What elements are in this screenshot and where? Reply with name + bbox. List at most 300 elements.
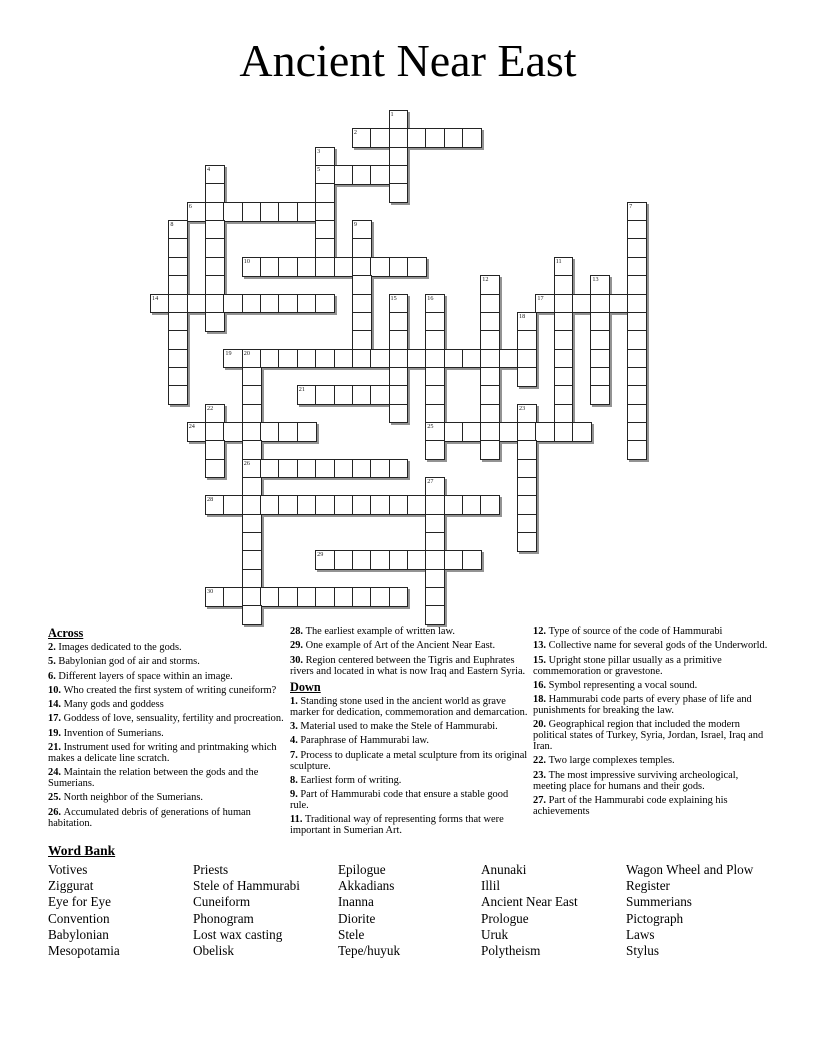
cell-number: 29 — [317, 551, 324, 559]
crossword-cell[interactable] — [535, 294, 555, 314]
clue-number: 5. — [48, 656, 59, 668]
clue-item: 6. Different layers of space within an image. — [48, 670, 233, 682]
crossword-cell[interactable] — [168, 257, 188, 277]
clue-item: 28. The earliest example of written law. — [290, 626, 455, 637]
word-bank-item: Stylus — [626, 942, 659, 958]
crossword-cell[interactable] — [389, 349, 409, 369]
clue-number: 18. — [533, 694, 549, 706]
clue-number: 24. — [48, 767, 64, 779]
crossword-cell[interactable] — [315, 220, 335, 240]
crossword-cell[interactable] — [554, 275, 574, 295]
crossword-cell[interactable] — [297, 459, 317, 479]
crossword-cell[interactable] — [352, 165, 372, 185]
crossword-cell[interactable] — [352, 587, 372, 607]
word-bank-item: Inanna — [338, 894, 374, 910]
crossword-cell[interactable] — [554, 367, 574, 387]
crossword-cell[interactable] — [297, 422, 317, 442]
crossword-cell[interactable] — [315, 459, 335, 479]
crossword-cell[interactable] — [352, 495, 372, 515]
word-bank-item: Prologue — [481, 910, 529, 926]
crossword-cell[interactable] — [389, 128, 409, 148]
word-bank-item: Diorite — [338, 910, 376, 926]
crossword-cell[interactable] — [480, 275, 500, 295]
crossword-cell[interactable] — [517, 440, 537, 460]
crossword-cell[interactable] — [389, 294, 409, 314]
crossword-cell[interactable] — [242, 477, 262, 497]
clue-item: 23. The most impressive surviving archeological, meeting place for humans and their gods. — [533, 769, 739, 792]
crossword-cell[interactable] — [627, 422, 647, 442]
crossword-cell[interactable] — [205, 404, 225, 424]
crossword-cell[interactable] — [480, 349, 500, 369]
crossword-cell[interactable] — [425, 367, 445, 387]
crossword-cell[interactable] — [242, 404, 262, 424]
crossword-cell[interactable] — [205, 257, 225, 277]
crossword-cell[interactable] — [407, 349, 427, 369]
cell-number: 2 — [353, 129, 357, 137]
cell-number: 23 — [519, 404, 526, 412]
crossword-cell[interactable] — [370, 385, 390, 405]
crossword-cell[interactable] — [223, 422, 243, 442]
crossword-cell[interactable] — [297, 349, 317, 369]
crossword-cell[interactable] — [480, 495, 500, 515]
crossword-cell[interactable] — [242, 440, 262, 460]
crossword-cell[interactable] — [627, 440, 647, 460]
crossword-cell[interactable] — [334, 165, 354, 185]
crossword-cell[interactable] — [389, 404, 409, 424]
crossword-cell[interactable] — [205, 459, 225, 479]
crossword-cell[interactable] — [590, 367, 610, 387]
cell-number: 20 — [243, 349, 250, 357]
crossword-cell[interactable] — [168, 367, 188, 387]
crossword-cell[interactable] — [205, 220, 225, 240]
crossword-cell[interactable] — [205, 422, 225, 442]
crossword-cell[interactable] — [168, 275, 188, 295]
crossword-cell[interactable] — [168, 294, 188, 314]
crossword-cell[interactable] — [205, 587, 225, 607]
crossword-cell[interactable] — [260, 422, 280, 442]
crossword-cell[interactable] — [462, 422, 482, 442]
crossword-cell[interactable] — [517, 532, 537, 552]
crossword-cell[interactable] — [517, 367, 537, 387]
crossword-cell[interactable] — [407, 257, 427, 277]
clue-number: 23. — [533, 769, 549, 781]
crossword-cell[interactable] — [205, 202, 225, 222]
clues-column-3 — [533, 627, 771, 821]
crossword-cell[interactable] — [352, 128, 372, 148]
crossword-cell[interactable] — [315, 587, 335, 607]
crossword-cell[interactable] — [297, 202, 317, 222]
clue-item: 19. Invention of Sumerians. — [48, 727, 164, 739]
crossword-cell[interactable] — [315, 183, 335, 203]
crossword-cell[interactable] — [389, 257, 409, 277]
crossword-cell[interactable] — [627, 275, 647, 295]
crossword-cell[interactable] — [242, 385, 262, 405]
crossword-cell[interactable] — [480, 294, 500, 314]
crossword-cell[interactable] — [389, 312, 409, 332]
crossword-cell[interactable] — [168, 312, 188, 332]
crossword-cell[interactable] — [352, 385, 372, 405]
crossword-cell[interactable] — [462, 550, 482, 570]
crossword-cell[interactable] — [352, 349, 372, 369]
crossword-cell[interactable] — [517, 459, 537, 479]
crossword-cell[interactable] — [590, 294, 610, 314]
crossword-cell[interactable] — [407, 128, 427, 148]
crossword-cell[interactable] — [205, 294, 225, 314]
clue-item: 29. One example of Art of the Ancient Near East. — [290, 640, 496, 652]
clue-number: 27. — [533, 794, 549, 806]
crossword-cell[interactable] — [297, 495, 317, 515]
crossword-cell[interactable] — [554, 294, 574, 314]
crossword-cell[interactable] — [223, 587, 243, 607]
crossword-cell[interactable] — [278, 202, 298, 222]
crossword-cell[interactable] — [462, 495, 482, 515]
clues-column-2 — [290, 627, 528, 841]
crossword-cell[interactable] — [242, 550, 262, 570]
cell-number: 30 — [207, 588, 214, 596]
crossword-cell[interactable] — [425, 294, 445, 314]
crossword-cell[interactable] — [370, 349, 390, 369]
crossword-cell[interactable] — [352, 312, 372, 332]
crossword-cell[interactable] — [223, 202, 243, 222]
crossword-cell[interactable] — [260, 587, 280, 607]
crossword-cell[interactable] — [554, 312, 574, 332]
crossword-cell[interactable] — [517, 422, 537, 442]
clue-item: 11. Traditional way of representing forms that were important in Sumerian Art. — [290, 814, 504, 837]
crossword-cell[interactable] — [389, 550, 409, 570]
crossword-cell[interactable] — [205, 312, 225, 332]
clue-item: 24. Maintain the relation between the gods and the Sumerians. — [48, 767, 259, 790]
crossword-cell[interactable] — [205, 238, 225, 258]
crossword-cell[interactable] — [517, 312, 537, 332]
clue-number: 20. — [533, 719, 549, 731]
crossword-cell[interactable] — [297, 385, 317, 405]
word-bank-item: Anunaki — [481, 862, 527, 877]
crossword-cell[interactable] — [627, 349, 647, 369]
crossword-cell[interactable] — [554, 349, 574, 369]
crossword-cell[interactable] — [389, 367, 409, 387]
crossword-cell[interactable] — [315, 294, 335, 314]
word-bank-item: Stele — [338, 926, 365, 942]
crossword-cell[interactable] — [480, 385, 500, 405]
crossword-cell[interactable] — [242, 459, 262, 479]
clue-number: 12. — [533, 626, 549, 637]
crossword-cell[interactable] — [242, 202, 262, 222]
crossword-cell[interactable] — [315, 349, 335, 369]
crossword-cell[interactable] — [242, 422, 262, 442]
crossword-cell[interactable] — [444, 349, 464, 369]
crossword-cell[interactable] — [499, 349, 519, 369]
crossword-cell[interactable] — [425, 514, 445, 534]
crossword-cell[interactable] — [425, 404, 445, 424]
crossword-cell[interactable] — [425, 385, 445, 405]
crossword-cell[interactable] — [187, 202, 207, 222]
crossword-cell[interactable] — [278, 459, 298, 479]
crossword-cell[interactable] — [425, 569, 445, 589]
clue-item: 13. Collective name for several gods of the Underworld. — [533, 640, 768, 652]
cell-number: 18 — [519, 312, 526, 320]
cell-number: 14 — [152, 294, 159, 302]
crossword-cell[interactable] — [260, 294, 280, 314]
crossword-cell[interactable] — [205, 440, 225, 460]
crossword-cell[interactable] — [627, 202, 647, 222]
crossword-cell[interactable] — [242, 349, 262, 369]
crossword-cell[interactable] — [278, 349, 298, 369]
crossword-cell[interactable] — [352, 459, 372, 479]
clue-item: 25. North neighbor of the Sumerians. — [48, 792, 203, 804]
clue-item: 26. Accumulated debris of generations of human habitation. — [48, 806, 251, 829]
crossword-cell[interactable] — [517, 477, 537, 497]
crossword-cell[interactable] — [297, 587, 317, 607]
crossword-cell[interactable] — [168, 330, 188, 350]
crossword-cell[interactable] — [590, 349, 610, 369]
cell-number: 19 — [225, 349, 232, 357]
crossword-cell[interactable] — [389, 330, 409, 350]
crossword-cell[interactable] — [425, 312, 445, 332]
crossword-cell[interactable] — [223, 349, 243, 369]
crossword-cell[interactable] — [462, 349, 482, 369]
crossword-cell[interactable] — [425, 532, 445, 552]
crossword-cell[interactable] — [572, 294, 592, 314]
clue-number: 13. — [533, 640, 549, 652]
crossword-cell[interactable] — [352, 550, 372, 570]
crossword-cell[interactable] — [315, 238, 335, 258]
crossword-cell[interactable] — [425, 605, 445, 625]
crossword-cell[interactable] — [168, 349, 188, 369]
crossword-cell[interactable] — [444, 422, 464, 442]
cell-number: 12 — [482, 276, 489, 284]
crossword-cell[interactable] — [480, 330, 500, 350]
puzzle-title: Ancient Near East — [239, 35, 577, 86]
crossword-cell[interactable] — [425, 128, 445, 148]
crossword-cell[interactable] — [535, 422, 555, 442]
crossword-cell[interactable] — [425, 477, 445, 497]
clue-item: 10. Who created the first system of writing cuneiform? — [48, 684, 277, 696]
crossword-cell[interactable] — [627, 294, 647, 314]
crossword-cell[interactable] — [407, 495, 427, 515]
crossword-cell[interactable] — [517, 495, 537, 515]
crossword-cell[interactable] — [627, 330, 647, 350]
crossword-cell[interactable] — [389, 183, 409, 203]
crossword-cell[interactable] — [627, 404, 647, 424]
crossword-cell[interactable] — [499, 422, 519, 442]
crossword-cell[interactable] — [242, 587, 262, 607]
clue-number: 3. — [290, 721, 301, 732]
crossword-cell[interactable] — [260, 202, 280, 222]
crossword-cell[interactable] — [352, 238, 372, 258]
crossword-cell[interactable] — [517, 330, 537, 350]
clue-number: 4. — [290, 735, 301, 747]
crossword-cell[interactable] — [444, 495, 464, 515]
crossword-cell[interactable] — [315, 147, 335, 167]
word-bank-item: Wagon Wheel and Plow — [626, 862, 754, 877]
crossword-cell[interactable] — [242, 605, 262, 625]
crossword-cell[interactable] — [370, 587, 390, 607]
crossword-cell[interactable] — [260, 459, 280, 479]
crossword-cell[interactable] — [223, 495, 243, 515]
crossword-cell[interactable] — [187, 294, 207, 314]
crossword-cell[interactable] — [242, 495, 262, 515]
crossword-cell[interactable] — [242, 367, 262, 387]
clue-item: 17. Goddess of love, sensuality, fertility and procreation. — [48, 713, 284, 725]
clue-number: 17. — [48, 713, 64, 725]
crossword-cell[interactable] — [168, 238, 188, 258]
word-bank-header: Word Bank — [48, 843, 116, 858]
crossword-cell[interactable] — [278, 495, 298, 515]
crossword-cell[interactable] — [334, 385, 354, 405]
crossword-cell[interactable] — [425, 550, 445, 570]
clue-number: 9. — [290, 789, 301, 801]
crossword-cell[interactable] — [150, 294, 170, 314]
crossword-cell[interactable] — [334, 495, 354, 515]
crossword-cell[interactable] — [315, 165, 335, 185]
crossword-cell[interactable] — [480, 440, 500, 460]
crossword-cell[interactable] — [260, 495, 280, 515]
word-bank-column — [48, 862, 120, 959]
clue-number: 2. — [48, 642, 59, 653]
crossword-cell[interactable] — [425, 440, 445, 460]
crossword-cell[interactable] — [315, 550, 335, 570]
crossword-cell[interactable] — [168, 220, 188, 240]
crossword-cell[interactable] — [370, 165, 390, 185]
crossword-cell[interactable] — [425, 422, 445, 442]
clue-item: 5. Babylonian god of air and storms. — [48, 656, 200, 668]
crossword-cell[interactable] — [370, 128, 390, 148]
crossword-cell[interactable] — [205, 165, 225, 185]
word-bank-item: Register — [626, 878, 670, 894]
crossword-cell[interactable] — [352, 220, 372, 240]
crossword-cell[interactable] — [389, 495, 409, 515]
crossword-cell[interactable] — [554, 422, 574, 442]
cell-number: 9 — [353, 221, 357, 229]
crossword-cell[interactable] — [315, 495, 335, 515]
crossword-cell[interactable] — [352, 275, 372, 295]
crossword-cell[interactable] — [205, 183, 225, 203]
crossword-cell[interactable] — [590, 275, 610, 295]
clue-number: 29. — [290, 640, 306, 652]
crossword-cell[interactable] — [627, 312, 647, 332]
clue-item: 30. Region centered between the Tigris and Euphrates rivers and located in what is now Iraq and Eastern Syria. — [290, 654, 526, 677]
crossword-cell[interactable] — [627, 385, 647, 405]
word-bank-item: Babylonian — [48, 926, 109, 942]
crossword-cell[interactable] — [627, 367, 647, 387]
crossword-cell[interactable] — [517, 514, 537, 534]
crossword-cell[interactable] — [352, 330, 372, 350]
crossword-cell[interactable] — [444, 550, 464, 570]
crossword-cell[interactable] — [627, 257, 647, 277]
crossword-cell[interactable] — [168, 385, 188, 405]
crossword-cell[interactable] — [462, 128, 482, 148]
crossword-cell[interactable] — [425, 349, 445, 369]
crossword-cell[interactable] — [278, 294, 298, 314]
crossword-cell[interactable] — [389, 147, 409, 167]
crossword-cell[interactable] — [242, 294, 262, 314]
crossword-cell[interactable] — [352, 257, 372, 277]
crossword-cell[interactable] — [334, 587, 354, 607]
crossword-cell[interactable] — [425, 330, 445, 350]
crossword-cell[interactable] — [352, 294, 372, 314]
clue-number: 16. — [533, 679, 549, 691]
crossword-cell[interactable] — [389, 385, 409, 405]
clue-item: 27. Part of the Hammurabi code explaining his achievements — [533, 794, 728, 817]
crossword-cell[interactable] — [260, 257, 280, 277]
crossword-cell[interactable] — [480, 422, 500, 442]
crossword-cell[interactable] — [590, 385, 610, 405]
crossword-cell[interactable] — [627, 220, 647, 240]
crossword-cell[interactable] — [297, 294, 317, 314]
crossword-cell[interactable] — [389, 459, 409, 479]
crossword-cell[interactable] — [480, 404, 500, 424]
crossword-cell[interactable] — [242, 569, 262, 589]
crossword-cell[interactable] — [572, 422, 592, 442]
crossword-cell[interactable] — [370, 495, 390, 515]
clue-number: 15. — [533, 654, 549, 666]
crossword-cell[interactable] — [554, 330, 574, 350]
crossword-cell[interactable] — [517, 404, 537, 424]
crossword-cell[interactable] — [242, 257, 262, 277]
crossword-cell[interactable] — [370, 459, 390, 479]
word-bank-item: Mesopotamia — [48, 942, 120, 958]
crossword-cell[interactable] — [260, 349, 280, 369]
crossword-cell[interactable] — [223, 294, 243, 314]
crossword-cell[interactable] — [407, 550, 427, 570]
crossword-cell[interactable] — [315, 385, 335, 405]
crossword-cell[interactable] — [187, 422, 207, 442]
crossword-cell[interactable] — [554, 385, 574, 405]
word-bank-item: Stele of Hammurabi — [193, 878, 300, 894]
crossword-cell[interactable] — [205, 495, 225, 515]
crossword-cell[interactable] — [334, 257, 354, 277]
crossword-cell[interactable] — [517, 349, 537, 369]
crossword-cell[interactable] — [334, 459, 354, 479]
crossword-cell[interactable] — [205, 275, 225, 295]
word-bank-item: Obelisk — [193, 942, 235, 958]
crossword-cell[interactable] — [554, 257, 574, 277]
crossword-cell[interactable] — [590, 312, 610, 332]
crossword-cell[interactable] — [480, 367, 500, 387]
crossword-cell[interactable] — [627, 238, 647, 258]
crossword-cell[interactable] — [315, 202, 335, 222]
crossword-cell[interactable] — [334, 550, 354, 570]
crossword-cell[interactable] — [278, 422, 298, 442]
crossword-cell[interactable] — [278, 587, 298, 607]
crossword-cell[interactable] — [480, 312, 500, 332]
crossword-cell[interactable] — [554, 404, 574, 424]
word-bank-item: Epilogue — [338, 862, 386, 877]
crossword-cell[interactable] — [242, 514, 262, 534]
crossword-cell[interactable] — [278, 257, 298, 277]
word-bank-item: Eye for Eye — [48, 894, 111, 910]
crossword-cell[interactable] — [425, 495, 445, 515]
crossword-cell[interactable] — [389, 110, 409, 130]
clue-item: 21. Instrument used for writing and printmaking which makes a delicate line scratch. — [48, 742, 277, 764]
crossword-cell[interactable] — [389, 587, 409, 607]
crossword-cell[interactable] — [425, 587, 445, 607]
crossword-cell[interactable] — [590, 330, 610, 350]
cell-number: 22 — [207, 404, 214, 412]
crossword-cell[interactable] — [389, 165, 409, 185]
crossword-cell[interactable] — [370, 257, 390, 277]
crossword-cell[interactable] — [444, 128, 464, 148]
clue-item: 1. Standing stone used in the ancient world as grave marker for dedication, commemoration and demarcation. — [290, 695, 528, 718]
crossword-cell[interactable] — [334, 349, 354, 369]
crossword-cell[interactable] — [315, 257, 335, 277]
crossword-cell[interactable] — [297, 257, 317, 277]
cell-number: 10 — [243, 257, 250, 265]
word-bank-item: Pictograph — [626, 910, 684, 926]
crossword-cell[interactable] — [242, 532, 262, 552]
crossword-cell[interactable] — [609, 294, 629, 314]
crossword-cell[interactable] — [370, 550, 390, 570]
